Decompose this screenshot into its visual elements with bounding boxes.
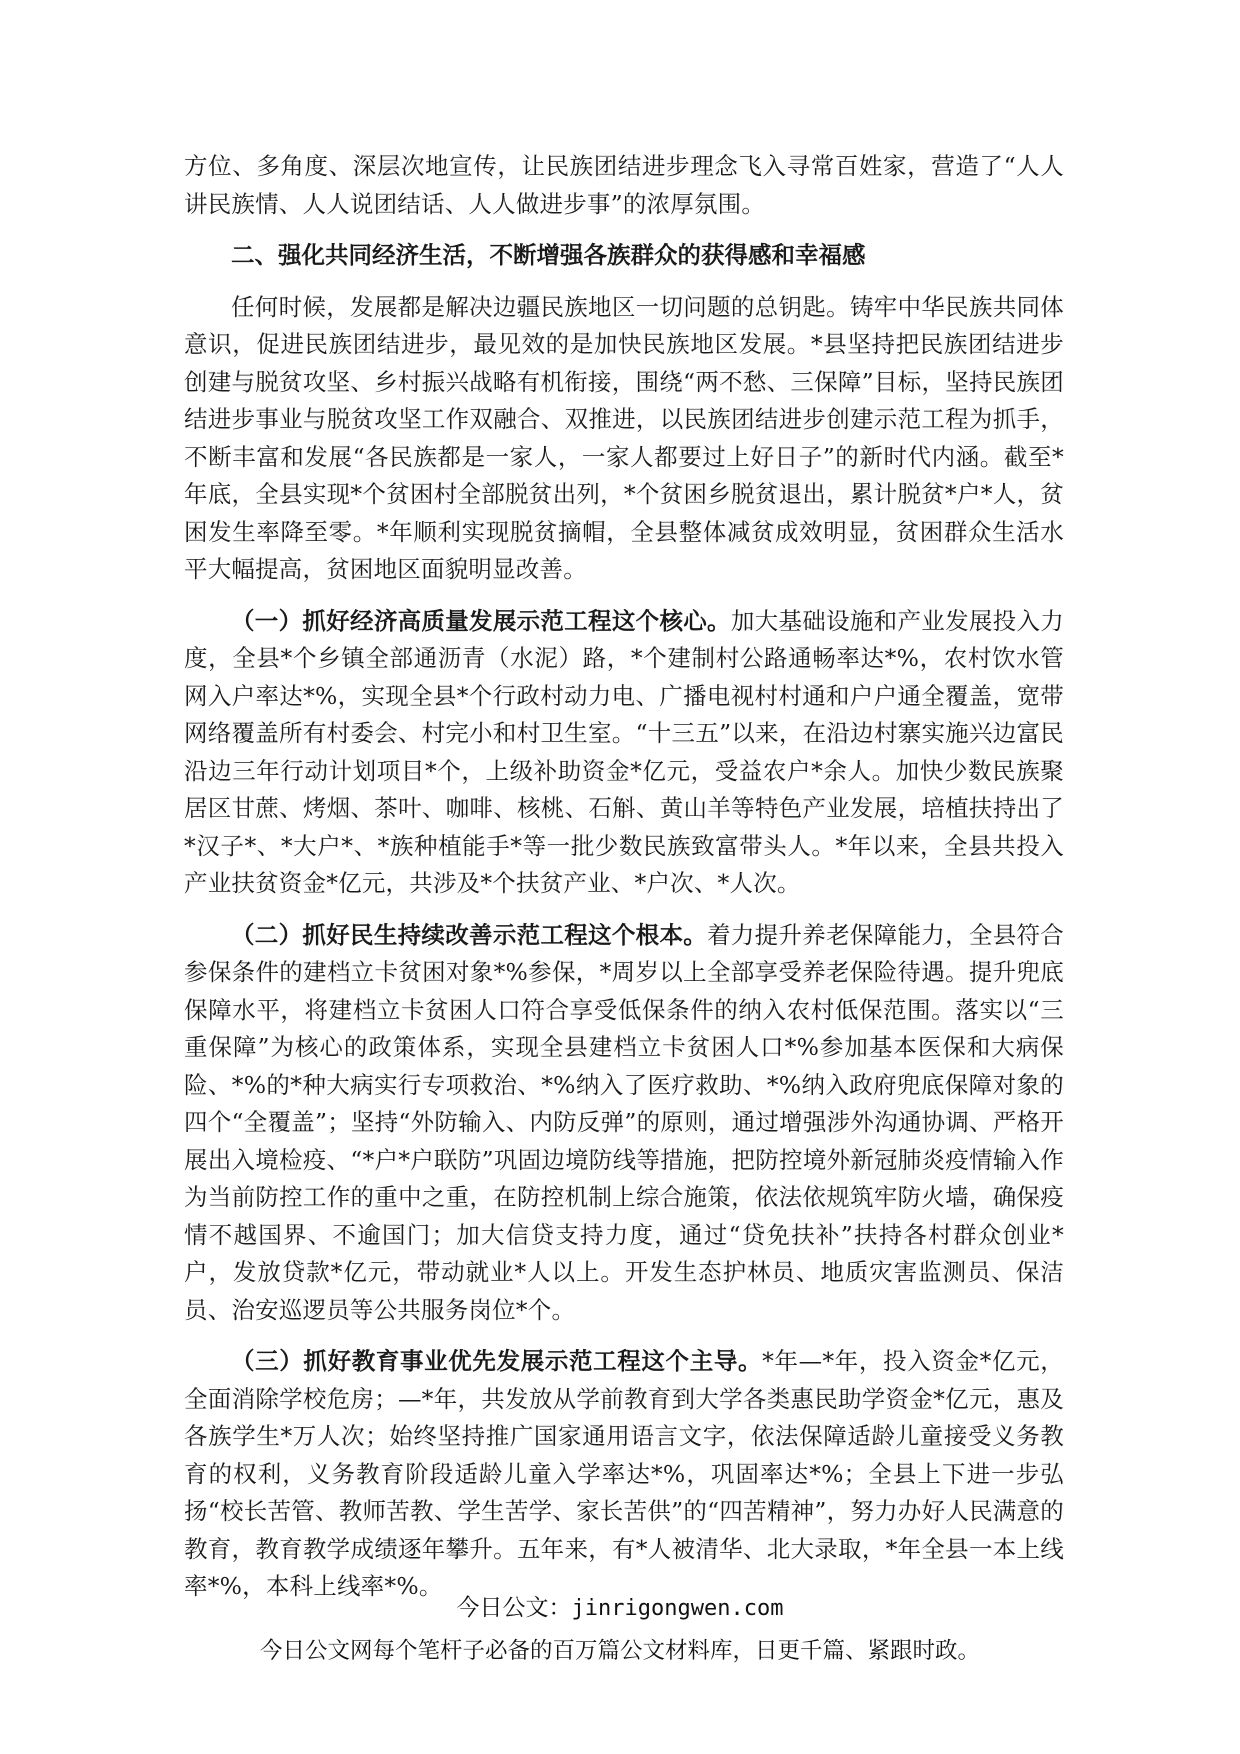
subsection-1-text: 加大基础设施和产业发展投入力度，全县*个乡镇全部通沥青（水泥）路，*个建制村公路通畅率达*%，农村饮水管网入户率达*%，实现全县*个行政村动力电、广播电视村村通和户户通全覆盖，宽带网络覆盖所有村委会、村完小和村卫生室。“十三五”以来，在沿边村寨实施兴边富民沿边三年行动计划项目*个，上级补助资金*亿元，受益农户*余人。加快少数民族聚居区甘蔗、烤烟、茶叶、咖啡、核桃、石斛、黄山羊等特色产业发展，培植扶持出了*汉子*、*大户*、*族种植能手*等一批少数民族致富带头人。*年以来，全县共投入产业扶贫资金*亿元，共涉及*个扶贫产业、*户次、*人次。 — [184, 606, 1064, 897]
document-body — [184, 148, 1064, 1620]
paragraph-body: 任何时候，发展都是解决边疆民族地区一切问题的总钥匙。铸牢中华民族共同体意识，促进民族团结进步，最见效的是加快民族地区发展。*县坚持把民族团结进步创建与脱贫攻坚、乡村振兴战略有机衔接，围绕“两不愁、三保障”目标，坚持民族团结进步事业与脱贫攻坚工作双融合、双推进，以民族团结进步创建示范工程为抓手，不断丰富和发展“各民族都是一家人，一家人都要过上好日子”的新时代内涵。截至*年底，全县实现*个贫困村全部脱贫出列，*个贫困乡脱贫退出，累计脱贫*户*人，贫困发生率降至零。*年顺利实现脱贫摘帽，全县整体减贫成效明显，贫困群众生活水平大幅提高，贫困地区面貌明显改善。 — [184, 292, 1064, 583]
subsection-2-title: （二）抓好民生持续改善示范工程这个根本。 — [231, 920, 708, 949]
subsection-3-title: （三）抓好教育事业优先发展示范工程这个主导。 — [231, 1347, 763, 1375]
section-heading: 二、强化共同经济生活，不断增强各族群众的获得感和幸福感 — [231, 241, 866, 269]
footer-site-line — [0, 1591, 1240, 1626]
paragraph-continuation: 方位、多角度、深层次地宣传，让民族团结进步理念飞入寻常百姓家，营造了“人人讲民族情、人人说团结话、人人做进步事”的浓厚氛围。 — [184, 152, 1064, 218]
footer-site-label: 今日公文： — [456, 1595, 572, 1621]
paragraph-subsection-2 — [184, 917, 1064, 1330]
page-footer — [0, 1591, 1240, 1668]
footer-slogan: 今日公文网每个笔杆子必备的百万篇公文材料库，日更千篇、紧跟时政。 — [259, 1638, 980, 1664]
paragraph-subsection-3 — [184, 1343, 1064, 1606]
footer-site-link[interactable]: jinrigongwen.com — [571, 1596, 784, 1621]
paragraph-subsection-1 — [184, 603, 1064, 903]
subsection-1-title: （一）抓好经济高质量发展示范工程这个核心。 — [231, 606, 731, 635]
subsection-3-text: *年—*年，投入资金*亿元，全面消除学校危房；—*年，共发放从学前教育到大学各类惠民助学资金*亿元，惠及各族学生*万人次；始终坚持推广国家通用语言文字，依法保障适龄儿童接受义务教育的权利，义务教育阶段适龄儿童入学率达*%，巩固率达*%；全县上下进一步弘扬“校长苦管、教师苦教、学生苦学、家长苦供”的“四苦精神”，努力办好人民满意的教育，教育教学成绩逐年攀升。五年来，有*人被清华、北大录取，*年全县一本上线率*%，本科上线率*%。 — [184, 1347, 1064, 1600]
subsection-2-text: 着力提升养老保障能力，全县符合参保条件的建档立卡贫困对象*%参保，*周岁以上全部享受养老保险待遇。提升兜底保障水平，将建档立卡贫困人口符合享受低保条件的纳入农村低保范围。落实以“三重保障”为核心的政策体系，实现全县建档立卡贫困人口*%参加基本医保和大病保险、*%的*种大病实行专项救治、*%纳入了医疗救助、*%纳入政府兜底保障对象的四个“全覆盖”；坚持“外防输入、内防反弹”的原则，通过增强涉外沟通协调、严格开展出入境检疫、“*户*户联防”巩固边境防线等措施，把防控境外新冠肺炎疫情输入作为当前防控工作的重中之重，在防控机制上综合施策，依法依规筑牢防火墙，确保疫情不越国界、不逾国门；加大信贷支持力度，通过“贷免扶补”扶持各村群众创业*户，发放贷款*亿元，带动就业*人以上。开发生态护林员、地质灾害监测员、保洁员、治安巡逻员等公共服务岗位*个。 — [184, 920, 1065, 1324]
